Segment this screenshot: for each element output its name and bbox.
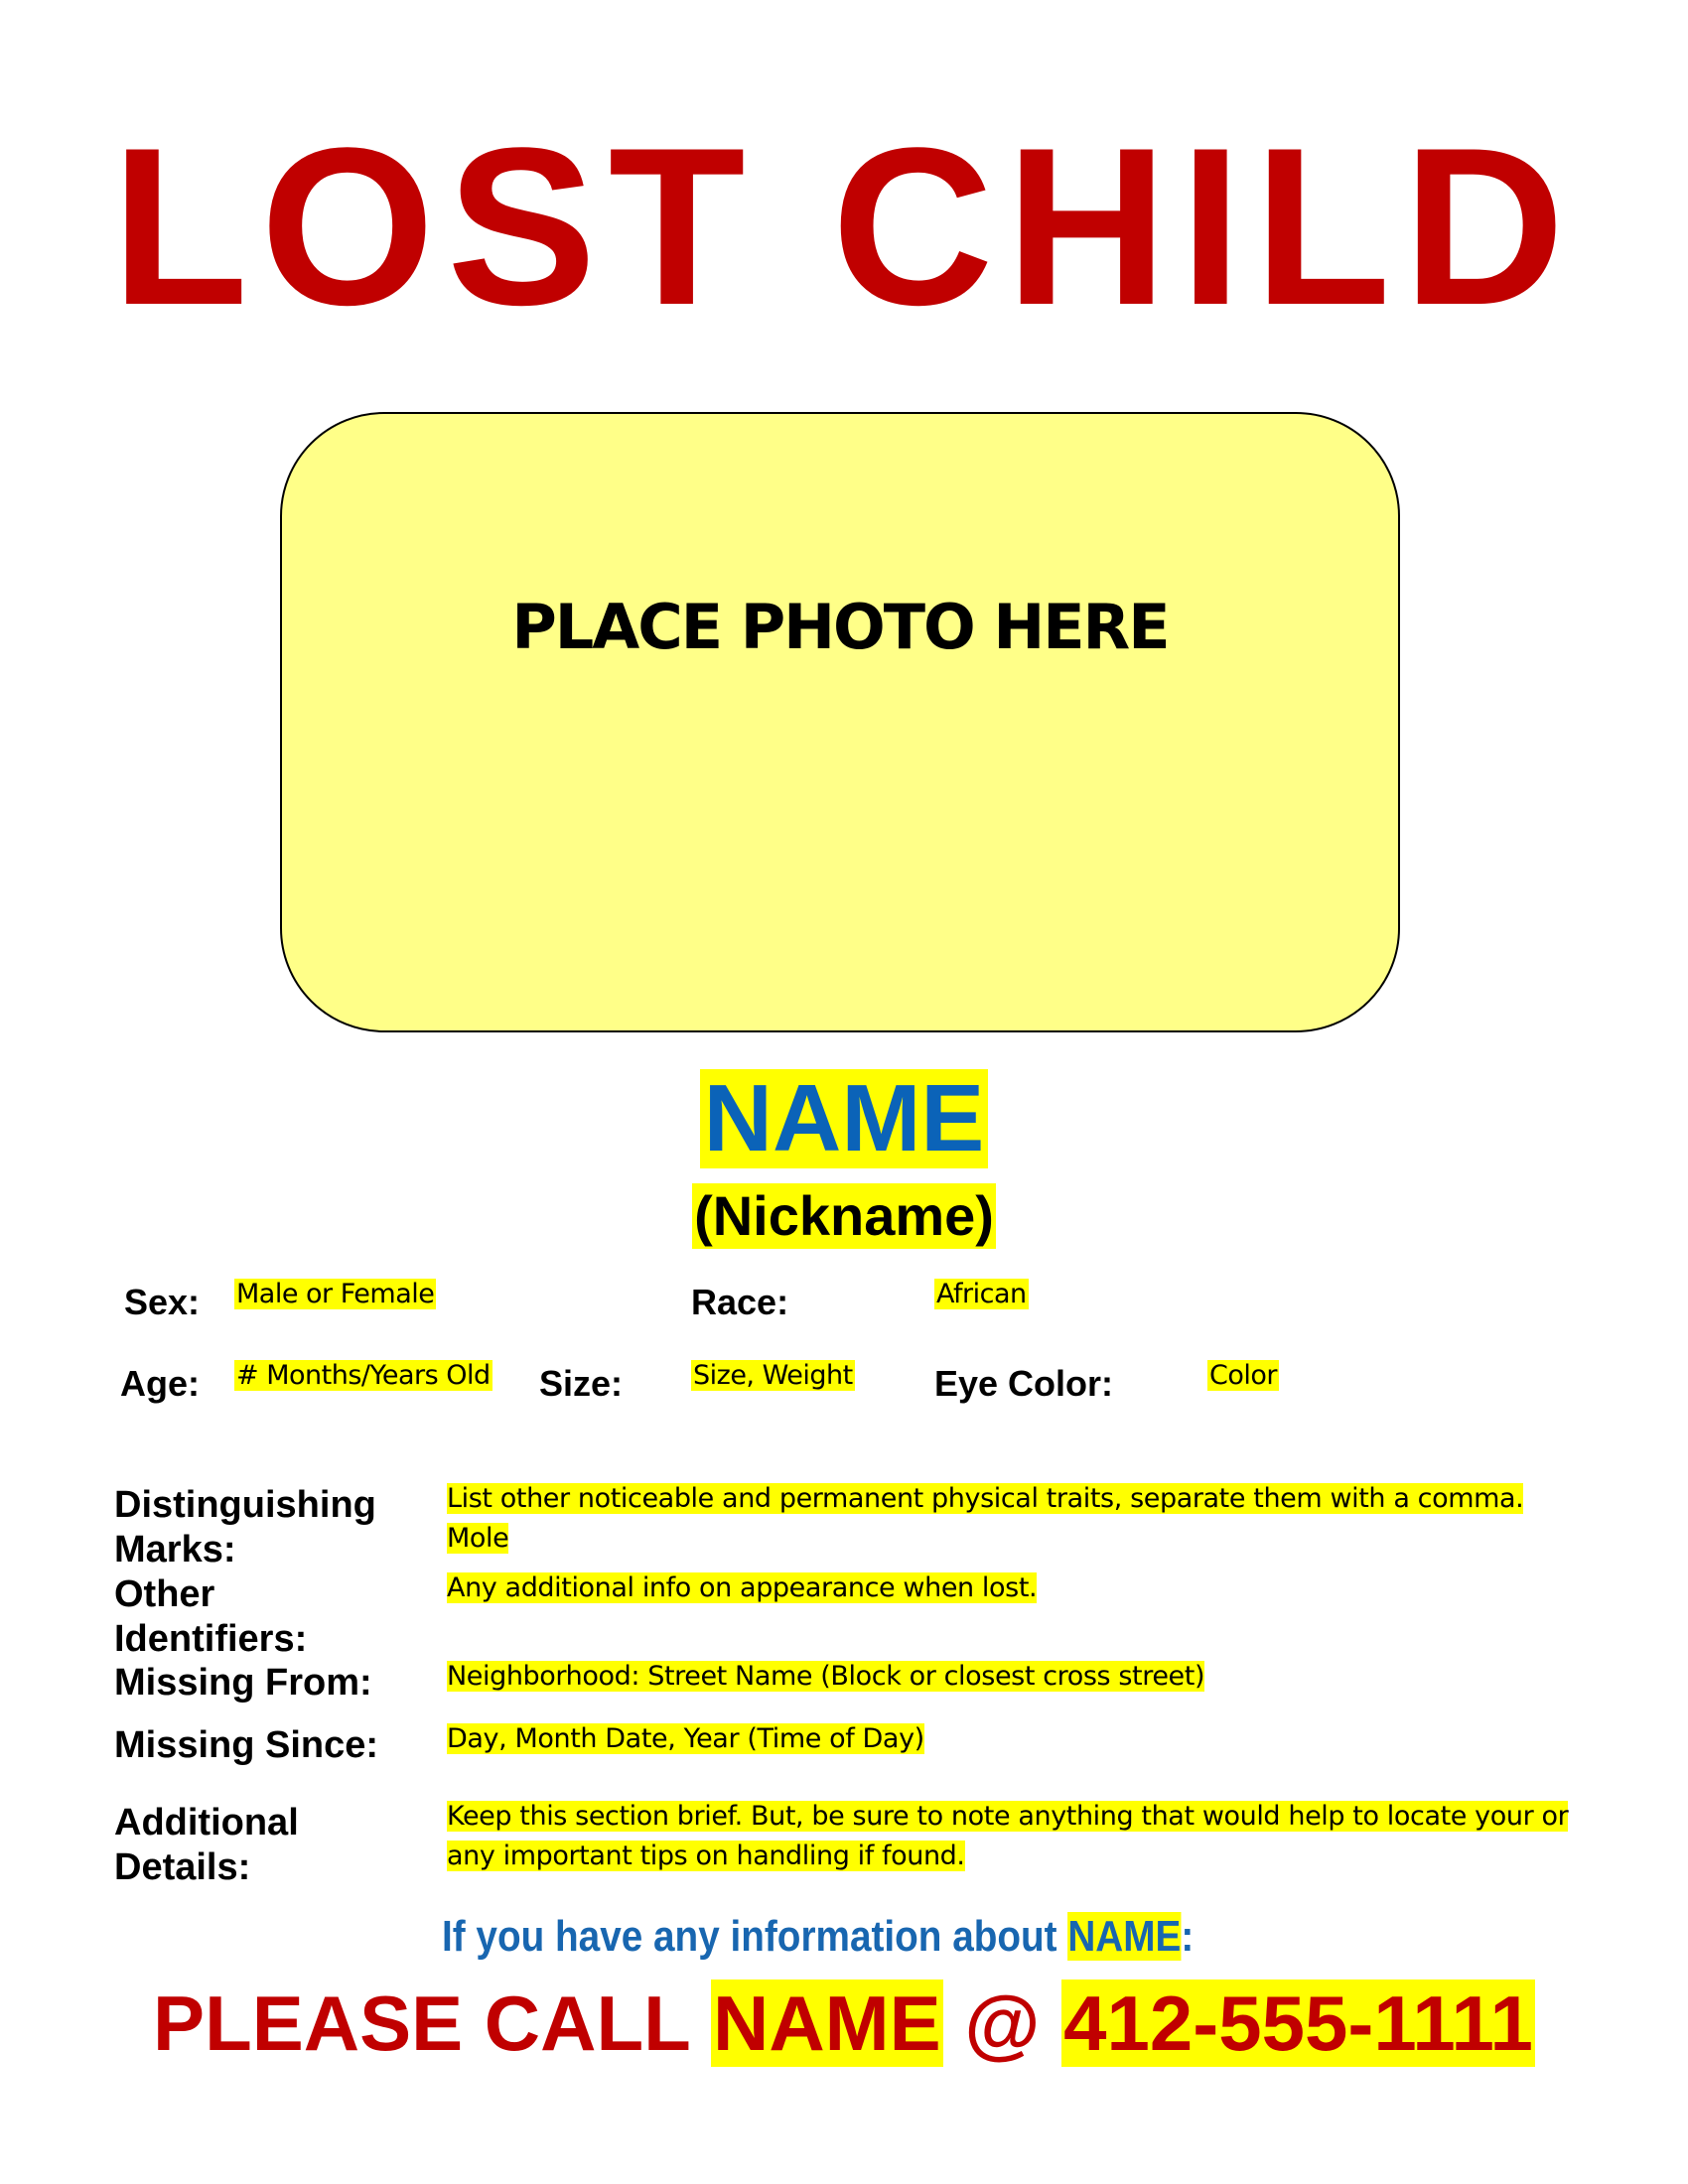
age-label: Age: [120, 1363, 200, 1404]
missing-from-label: Missing From: [114, 1662, 372, 1704]
additional-details-label: Additional Details: [114, 1802, 299, 1888]
race-label: Race: [691, 1282, 789, 1322]
information-prompt-name: NAME [1067, 1912, 1182, 1961]
contact-name: NAME [713, 1979, 941, 2067]
eye-color-value[interactable]: Color [1209, 1360, 1277, 1391]
child-name: NAME [700, 1069, 989, 1168]
child-name-heading [0, 1065, 1688, 1171]
size-value[interactable]: Size, Weight [693, 1360, 853, 1391]
child-nickname: (Nickname) [694, 1184, 994, 1247]
other-identifiers-value[interactable]: Any additional info on appearance when lost. [447, 1572, 1038, 1603]
sex-label: Sex: [124, 1282, 201, 1322]
distinguishing-marks-value[interactable]: List other noticeable and permanent physical traits, separate them with a comma. Mole [447, 1483, 1524, 1554]
photo-placeholder-label: PLACE PHOTO HERE [511, 591, 1169, 663]
distinguishing-marks-label: Distinguishing Marks: [114, 1484, 376, 1570]
age-value[interactable]: # Months/Years Old [236, 1360, 491, 1391]
information-prompt-colon: : [1181, 1912, 1195, 1961]
call-to-action [0, 1978, 1688, 2069]
additional-details-value[interactable]: Keep this section brief. But, be sure to note anything that would help to locate your or any important tips on handling if found. [447, 1801, 1569, 1871]
contact-phone-number[interactable]: 412-555-1111 [1063, 1979, 1533, 2067]
flyer-title: LOST CHILD [111, 100, 1577, 351]
race-value[interactable]: African [936, 1279, 1027, 1309]
eye-color-label: Eye Color: [934, 1363, 1114, 1404]
information-prompt-text: If you have any information about [442, 1912, 1068, 1961]
missing-since-label: Missing Since: [114, 1724, 379, 1766]
call-prefix: PLEASE CALL [153, 1979, 712, 2067]
child-nickname-line [0, 1183, 1688, 1249]
information-prompt [442, 1909, 1194, 1965]
missing-since-value[interactable]: Day, Month Date, Year (Time of Day) [447, 1723, 924, 1754]
missing-from-value[interactable]: Neighborhood: Street Name (Block or closest cross street) [447, 1661, 1205, 1692]
photo-placeholder-box[interactable] [280, 412, 1400, 1032]
other-identifiers-label: Other Identifiers: [114, 1573, 308, 1660]
call-at-symbol: @ [942, 1979, 1062, 2067]
sex-value[interactable]: Male or Female [236, 1279, 435, 1309]
size-label: Size: [539, 1363, 624, 1404]
